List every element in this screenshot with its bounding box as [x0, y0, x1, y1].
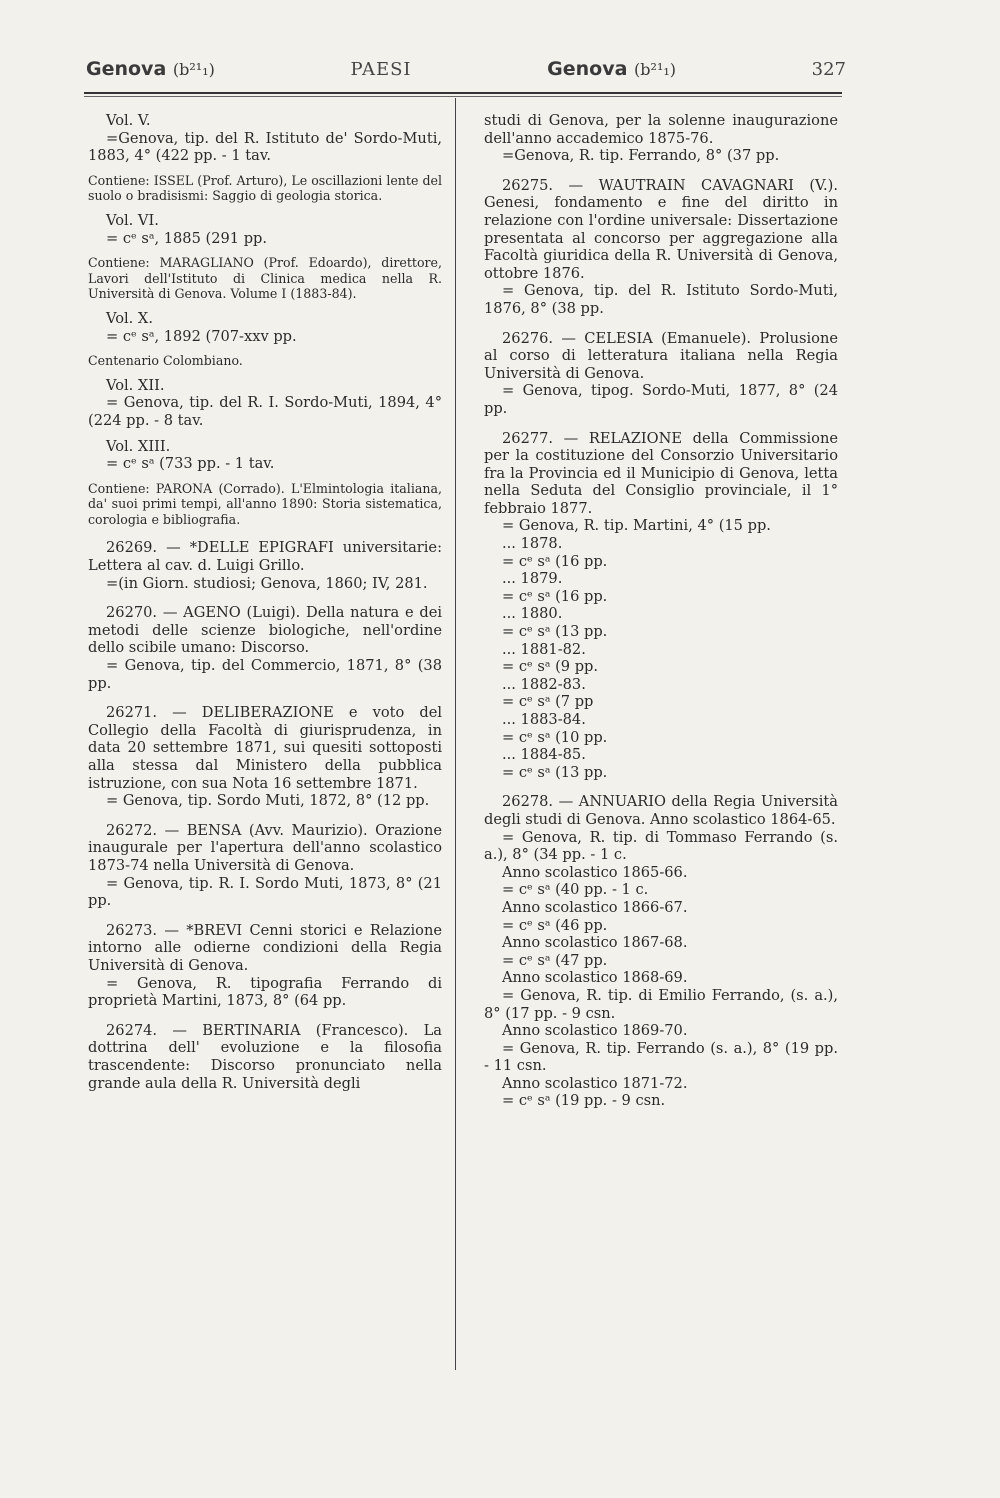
- year-1879: ... 1879.: [502, 570, 563, 588]
- vol-5-heading: Vol. V.: [106, 112, 151, 129]
- entry-26277: [484, 430, 838, 782]
- entry-26271: [88, 704, 442, 810]
- year-1882-publication: = cᵉ sᵃ (7 pp: [502, 693, 594, 711]
- header-left: [86, 58, 215, 80]
- entry-26276-publication: = Genova, tipog. Sordo-Muti, 1877, 8° (24 pp.: [484, 382, 838, 417]
- vol-10-note: Centenario Colombiano.: [88, 353, 243, 369]
- entry-26278-publication: = Genova, R. tip. di Tommaso Ferrando (s. a.), 8° (34 pp. - 1 c.: [484, 828, 838, 864]
- right-column: [484, 112, 838, 1110]
- year-1878: ... 1878.: [502, 535, 563, 553]
- vol-10-publication: = cᵉ sᵃ, 1892 (707-xxv pp.: [106, 327, 297, 345]
- entry-26276-text: 26276. — CELESIA (Emanuele). Prolusione al corso di letteratura italiana nella Regia Università di Genova.: [484, 329, 838, 382]
- left-column: [88, 112, 442, 1092]
- entry-26269: [88, 539, 442, 592]
- year-1880: ... 1880.: [502, 605, 563, 623]
- entry-26274-continuation: studi di Genova, per la solenne inaugurazione dell'anno accademico 1875-76.: [484, 112, 838, 147]
- anno-1865-publication: = cᵉ sᵃ (40 pp. - 1 c.: [502, 881, 649, 899]
- anno-1865: Anno scolastico 1865-66.: [502, 863, 688, 881]
- entry-26269-text: 26269. — *DELLE EPIGRAFI universitarie: Lettera al cav. d. Luigi Grillo.: [88, 539, 442, 575]
- header-center: PAESI: [350, 59, 412, 80]
- entry-26276: [484, 330, 838, 418]
- header-right-title: Genova: [547, 58, 628, 80]
- entry-26270-publication: = Genova, tip. del Commercio, 1871, 8° (38 pp.: [88, 657, 442, 692]
- header-left-sup: (b²¹₁): [172, 60, 215, 79]
- year-1883: ... 1883-84.: [502, 711, 586, 728]
- vol-6-publication: = cᵉ sᵃ, 1885 (291 pp.: [106, 229, 268, 247]
- entry-26278-text: 26278. — ANNUARIO della Regia Università degli studi di Genova. Anno scolastico 1864-65.: [484, 793, 838, 828]
- header-rule: [84, 92, 842, 97]
- entry-26271-publication: = Genova, tip. Sordo Muti, 1872, 8° (12 pp.: [106, 792, 430, 810]
- entry-26277-publication: = Genova, R. tip. Martini, 4° (15 pp.: [502, 517, 771, 535]
- column-divider: [455, 98, 456, 1370]
- entry-26277-text: 26277. — RELAZIONE della Commissione per la costituzione del Consorzio Universitario fra la Provincia ed il Municipio di Genova, letta nella Seduta del Consiglio provinciale, il 1° febbraio 1877.: [484, 429, 838, 517]
- entry-26270-text: 26270. — AGENO (Luigi). Della natura e dei metodi delle scienze biologiche, nell'ordine dello scibile umano: Discorso.: [88, 604, 442, 657]
- entry-26274-publication: =Genova, R. tip. Ferrando, 8° (37 pp.: [502, 147, 780, 165]
- vol-6-note: Contiene: MARAGLIANO (Prof. Edoardo), direttore, Lavori dell'Istituto di Clinica medica nella R. Università di Genova. Volume I (1883-84).: [88, 255, 442, 302]
- entry-26274: [88, 1022, 442, 1092]
- anno-1871-publication: = cᵉ sᵃ (19 pp. - 9 csn.: [502, 1092, 666, 1110]
- year-1882: ... 1882-83.: [502, 675, 586, 693]
- header-left-title: Genova: [86, 58, 167, 80]
- entry-26269-publication: =(in Giorn. studiosi; Genova, 1860; IV, 281.: [106, 574, 428, 592]
- anno-1866-publication: = cᵉ sᵃ (46 pp.: [502, 916, 608, 934]
- vol-13-note: Contiene: PARONA (Corrado). L'Elmintologia italiana, da' suoi primi tempi, all'anno 1890: Storia sistematica, corologia e bibliografia.: [88, 480, 442, 527]
- entry-26273-publication: = Genova, R. tipografia Ferrando di proprietà Martini, 1873, 8° (64 pp.: [88, 974, 442, 1010]
- year-1880-publication: = cᵉ sᵃ (13 pp.: [502, 623, 608, 641]
- year-1883-publication: = cᵉ sᵃ (10 pp.: [502, 728, 608, 746]
- entry-26278: [484, 793, 838, 1110]
- entry-26272: [88, 822, 442, 910]
- entry-26270: [88, 604, 442, 692]
- anno-1868: Anno scolastico 1868-69.: [502, 969, 688, 987]
- vol-13-heading: Vol. XIII.: [106, 437, 171, 455]
- header-right-sup: (b²¹₁): [634, 60, 677, 79]
- anno-1869-publication: = Genova, R. tip. Ferrando (s. a.), 8° (19 pp. - 11 csn.: [484, 1039, 838, 1075]
- page-header: [86, 58, 846, 92]
- entry-26274-text: 26274. — BERTINARIA (Francesco). La dottrina dell' evoluzione e la filosofia trascendente: Discorso pronunciato nella grande aula della R. Università degli: [88, 1021, 442, 1092]
- year-1881: ... 1881-82.: [502, 640, 586, 658]
- vol-10-heading: Vol. X.: [106, 309, 153, 327]
- anno-1868-publication: = Genova, R. tip. di Emilio Ferrando, (s. a.), 8° (17 pp. - 9 csn.: [484, 986, 838, 1022]
- anno-1867-publication: = cᵉ sᵃ (47 pp.: [502, 951, 608, 969]
- entry-26272-publication: = Genova, tip. R. I. Sordo Muti, 1873, 8° (21 pp.: [88, 874, 442, 910]
- page-number: 327: [811, 59, 846, 80]
- vol-13-publication: = cᵉ sᵃ (733 pp. - 1 tav.: [106, 455, 275, 473]
- year-1879-publication: = cᵉ sᵃ (16 pp.: [502, 587, 608, 605]
- entry-26273-text: 26273. — *BREVI Cenni storici e Relazione intorno alle odierne condizioni della Regia Università di Genova.: [88, 921, 442, 974]
- year-1884: ... 1884-85.: [502, 746, 586, 764]
- entry-26275-text: 26275. — WAUTRAIN CAVAGNARI (V.). Genesi, fondamento e fine del diritto in relazione con l'ordine universale: Dissertazione presentata al concorso per aggregazione alla Facoltà giuridica della R. Università di Genova, ottobre 1876.: [484, 176, 838, 282]
- vol-5-note: Contiene: ISSEL (Prof. Arturo), Le oscillazioni lente del suolo o bradisismi: Saggio di geologia storica.: [88, 172, 442, 204]
- anno-1866: Anno scolastico 1866-67.: [502, 898, 688, 916]
- anno-1869: Anno scolastico 1869-70.: [502, 1022, 688, 1040]
- header-right: [547, 58, 676, 80]
- entry-26273: [88, 922, 442, 1010]
- year-1881-publication: = cᵉ sᵃ (9 pp.: [502, 658, 599, 676]
- vol-12-heading: Vol. XII.: [106, 376, 165, 394]
- vol-5-publication: =Genova, tip. del R. Istituto de' Sordo-Muti, 1883, 4° (422 pp. - 1 tav.: [88, 129, 442, 165]
- entry-26272-text: 26272. — BENSA (Avv. Maurizio). Orazione inaugurale per l'apertura dell'anno scolastico 1873-74 nella Università di Genova.: [88, 821, 442, 874]
- year-1884-publication: = cᵉ sᵃ (13 pp.: [502, 763, 608, 781]
- anno-1867: Anno scolastico 1867-68.: [502, 934, 688, 952]
- vol-6-heading: Vol. VI.: [106, 211, 159, 229]
- anno-1871: Anno scolastico 1871-72.: [502, 1074, 688, 1092]
- entry-26275: [484, 177, 838, 318]
- year-1878-publication: = cᵉ sᵃ (16 pp.: [502, 552, 608, 570]
- entry-26275-publication: = Genova, tip. del R. Istituto Sordo-Muti, 1876, 8° (38 pp.: [484, 282, 838, 317]
- vol-12-publication: = Genova, tip. del R. I. Sordo-Muti, 1894, 4° (224 pp. - 8 tav.: [88, 394, 442, 429]
- entry-26271-text: 26271. — DELIBERAZIONE e voto del Collegio della Facoltà di giurisprudenza, in data 20 settembre 1871, sui quesiti sottoposti alla stessa dal Ministero della pubblica istruzione, con sua Nota 16 settembre 1871.: [88, 704, 442, 792]
